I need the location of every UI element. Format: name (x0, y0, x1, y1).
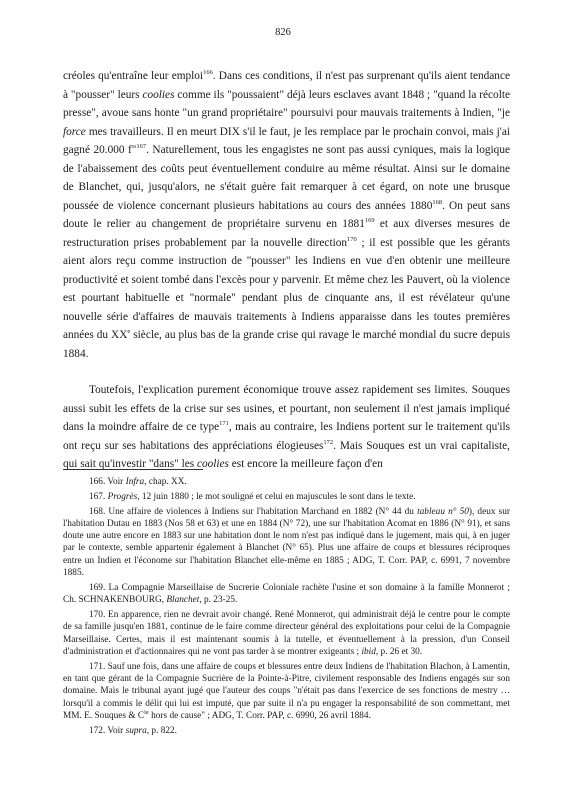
footnote-separator (63, 469, 203, 470)
italic-text: coolies (142, 88, 175, 101)
text-run: 166. Voir (89, 477, 126, 487)
note-reference: 171 (219, 420, 229, 428)
text-run: et aux diverses mesures de restructuration prises probablement par la nouvelle direction (63, 218, 510, 249)
text-run: . Mais Souques est un vrai capitaliste, qui sait qu'investir "dans" les (63, 439, 510, 470)
text-run: 167. (89, 491, 108, 502)
text-run: 170. En apparence, rien ne devrait avoir changé. René Monnerot, qui administrait déjà le centre pour le compte de sa famille jusqu'en 1881, continue de le faire comme directeur général des exploitations pour celui de la Compagnie Marseillaise. Certes, mais il est maintenant soumis à la tutelle, et éventuellement à la pression, d'un Conseil d'administration et d'actionnaires qui ne vont pas tarder à se montrer exigeants ; (63, 609, 510, 657)
note-reference: 168 (432, 198, 443, 206)
text-run: , 12 juin 1880 ; le mot souligné et celui en majuscules le sont dans le texte. (137, 491, 416, 502)
text-run: , chap. XX. (144, 477, 187, 487)
italic-text: coolies (196, 458, 229, 470)
paragraph (63, 381, 510, 474)
text-run: comme ils "poussaient" déjà leurs esclaves avant 1848 ; "quand la récolte presse", avoue sans honte "un grand propriétaire" poursuivi pour mauvais traitements à Indien, "je (63, 88, 510, 119)
text-run: 172. Voir (89, 725, 126, 736)
text-run: hors de cause" ; ADG, T. Corr. PAP, c. 6990, 26 avril 1884. (148, 710, 371, 721)
note-reference: ie (144, 708, 149, 716)
footnote (63, 582, 510, 607)
text-run: , mais au contraire, les Indiens portent sur le traitement qu'ils ont reçu sur ses habitations des appréciations élogieuses (63, 421, 510, 452)
note-reference: e (127, 328, 131, 336)
text-run: 171. Sauf une fois, dans une affaire de coups et blessures entre deux Indiens de l'habitation Blachon, à Lamentin, en tant que gérant de la Compagnie Sucrière de la Pointe-à-Pitre, civilement responsable des Indiens engagés sur son domaine. Mais le tribunal ayant jugé que l'auteur des coups "n'était pas dans l'exercice de ses fonctions de mestry … lorsqu'il a commis le délit qui lui est imputé, que par suite il n'a pu engager la responsabilité de son commettant, met MM. E. Souques & C (63, 661, 510, 721)
text-run: . Naturellement, tous les engagistes ne sont pas aussi cyniques, mais la logique de l'abaissement des coûts peut éventuellement conduire au même résultat. Ainsi sur le domaine de Blanchet, qui, jusqu'alors, ne s'était guère fait remarquer à cet égard, on note une brusque poussée de violence concernant plusieurs habitations au cours des années 1880 (63, 144, 510, 212)
footnote (63, 491, 510, 503)
text-run: siècle, au plus bas de la grande crise qui ravage le marché mondial du sucre depuis 1884. (63, 329, 510, 360)
footnotes (63, 476, 510, 739)
italic-text: tableau n° 50 (417, 506, 469, 517)
text-run: , p. 26 et 30. (375, 646, 423, 657)
italic-text: Blanchet (166, 595, 200, 606)
italic-text: Infra (125, 477, 145, 487)
italic-text: ibid (361, 646, 376, 657)
text-run: créoles qu'entraîne leur emploi (63, 70, 204, 82)
text-run: ), deux sur l'habitation Dutau en 1883 (Nos 58 et 63) et une en 1884 (N° 72), une sur l'habitation Acomat en 1886 (N° 91), et sans doute une autre encore en 1883 sur une habitation dont le nom n'est pas indiqué dans le jugement, mais qui, à en juger par le contexte, semble appartenir également à Blanchet (N° 65). Plus une affaire de coups et blessures réciproques entre un Indien et l'économe sur l'habitation Blanchet elle-même en 1885 ; ADG, T. Corr. PAP, c. 6991, 7 novembre 1885. (63, 506, 510, 579)
note-reference: 167 (136, 143, 147, 151)
italic-text: Progrès (107, 491, 138, 502)
note-reference: 170 (347, 235, 357, 243)
footnote (63, 661, 510, 722)
note-reference: 166 (203, 69, 213, 77)
text-run: . Dans ces conditions, il n'est pas surprenant qu'ils aient tendance à "pousser" leurs (63, 70, 510, 101)
text-run: 168. Une affaire de violences à Indiens sur l'habitation Marchand en 1882 (N° 44 du (89, 506, 418, 517)
text-run: mes travailleurs. Il en meurt DIX s'il le faut, je les remplace par le prochain convoi, mais j'ai gagné 20.000 f" (63, 125, 510, 156)
footnote (63, 725, 510, 737)
footnote (63, 609, 510, 658)
text-run: , p. 822. (146, 725, 177, 736)
text-run: , p. 23-25. (199, 595, 238, 606)
footnote (63, 476, 510, 488)
footnote (63, 506, 510, 580)
text-run: . On peut sans doute le relier au changement de propriétaire survenu en 1881 (63, 199, 510, 230)
italic-text: supra (125, 725, 147, 736)
note-reference: 172 (323, 438, 334, 446)
text-run: ; il est possible que les gérants aient alors reçu comme instruction de "pousser" les Indiens en vue d'en obtenir une meilleure productivité et soient tombé dans l'excès pour y parvenir. Et même chez les Pauvert, où la violence est pourtant habituelle et "normale" pendant plus de cinquante ans, il est révélateur qu'une nouvelle série d'affaires de mauvais traitements à Indiens apparaisse dans les toutes premières années du XX (63, 236, 510, 341)
body-text (63, 67, 510, 474)
note-reference: 169 (364, 217, 375, 225)
page-number: 826 (275, 27, 291, 38)
text-run: est encore la meilleure façon d'en (228, 458, 383, 470)
text-run: 169. La Compagnie Marseillaise de Sucrerie Coloniale rachète l'usine et son domaine à la famille Monnerot ; Ch. SCHNAKENBOURG, (63, 582, 510, 606)
text-run: Toutefois, l'explication purement économique trouve assez rapidement ses limites. Souques aussi subit les effets de la crise sur ses usines, et pourtant, non seulement il n'est jamais impliqué dans la moindre affaire de ce type (63, 384, 510, 433)
paragraph (63, 67, 510, 363)
italic-text: force (63, 125, 86, 138)
